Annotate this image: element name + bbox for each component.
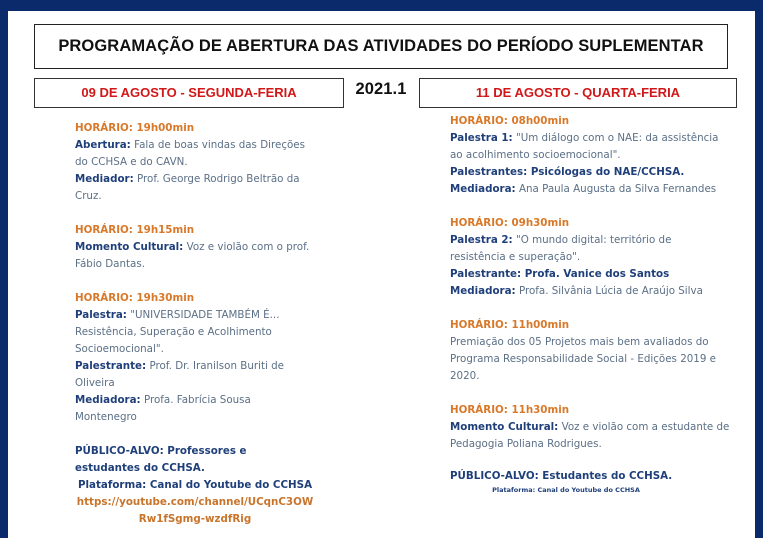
item-text: Ana Paula Augusta da Silva Fernandes	[515, 183, 717, 195]
item-text: Profa. Silvânia Lúcia de Araújo Silva	[515, 285, 703, 297]
item-text: Prof. Dr. Iranilson Buriti de Oliveira	[75, 360, 284, 389]
schedule-time: HORÁRIO: 09h30min	[450, 217, 570, 229]
schedule-item: Palestrante: Profa. Vanice dos Santos	[450, 268, 670, 280]
schedule-time: HORÁRIO: 19h15min	[75, 224, 195, 236]
schedule-sheet	[8, 11, 755, 538]
item-label: Momento Cultural:	[450, 421, 559, 433]
day2-header: 11 DE AGOSTO - QUARTA-FERIA	[419, 78, 737, 108]
schedule-time: HORÁRIO: 08h00min	[450, 115, 570, 127]
day1-header: 09 DE AGOSTO - SEGUNDA-FERIA	[34, 78, 344, 108]
item-text: Prof. George Rodrigo Beltrão da Cruz.	[75, 173, 300, 202]
schedule-item: Premiação dos 05 Projetos mais bem avaliados do Programa Responsabilidade Social - Edições 2019 e 2020.	[450, 336, 717, 382]
item-label: Abertura:	[75, 139, 131, 151]
schedule-item	[450, 130, 730, 164]
item-label: Palestra 1:	[450, 132, 513, 144]
item-text: Profa. Fabrícia Sousa Montenegro	[75, 394, 251, 423]
item-text: Voz e violão com o prof. Fábio Dantas.	[75, 241, 310, 270]
item-label: Palestra:	[75, 309, 127, 321]
item-label: Mediador:	[75, 173, 134, 185]
item-label: Palestra 2:	[450, 234, 513, 246]
schedule-item	[75, 137, 315, 171]
schedule-item	[75, 239, 315, 273]
item-text: Fala de boas vindas das Direções do CCHSA e do CAVN.	[75, 139, 305, 168]
audience-label: PÚBLICO-ALVO:	[450, 470, 539, 482]
audience-line	[450, 468, 730, 485]
day1-column	[75, 120, 315, 528]
schedule-item: Palestrantes: Psicólogas do NAE/CCHSA.	[450, 166, 685, 178]
item-label: Momento Cultural:	[75, 241, 184, 253]
schedule-item	[450, 419, 730, 453]
item-text: "Um diálogo com o NAE: da assistência ao acolhimento socioemocional".	[450, 132, 719, 161]
item-text: Voz e violão com a estudante de Pedagogia Poliana Rodrigues.	[450, 421, 730, 450]
audience-text: Estudantes do CCHSA.	[538, 470, 673, 482]
item-label: Mediadora:	[450, 183, 516, 195]
channel-link[interactable]: https://youtube.com/channel/UCqnC3OWRw1fSgmg-wzdfRig	[76, 496, 314, 525]
schedule-item	[450, 232, 730, 266]
item-label: Palestrante:	[75, 360, 147, 372]
schedule-item	[450, 181, 730, 198]
schedule-time: HORÁRIO: 11h30min	[450, 404, 570, 416]
item-label: Mediadora:	[75, 394, 141, 406]
schedule-item	[75, 358, 315, 392]
item-label: Mediadora:	[450, 285, 516, 297]
schedule-item	[75, 307, 315, 358]
day2-column	[450, 113, 730, 495]
item-text: "O mundo digital: território de resistência e superação".	[450, 234, 672, 263]
platform-text: Plataforma: Canal do Youtube do CCHSA	[77, 479, 313, 491]
schedule-item	[450, 283, 730, 300]
audience-label: PÚBLICO-ALVO:	[75, 445, 164, 457]
page-title: PROGRAMAÇÃO DE ABERTURA DAS ATIVIDADES DO PERÍODO SUPLEMENTAR 2021.1	[34, 24, 728, 69]
schedule-time: HORÁRIO: 11h00min	[450, 319, 570, 331]
schedule-item	[75, 392, 315, 426]
schedule-time: HORÁRIO: 19h00min	[75, 122, 195, 134]
schedule-time: HORÁRIO: 19h30min	[75, 292, 195, 304]
audience-text: Professores e estudantes do CCHSA.	[75, 445, 247, 474]
schedule-item	[75, 171, 315, 205]
item-text: "UNIVERSIDADE TAMBÉM É... Resistência, Superação e Acolhimento Socioemocional".	[75, 309, 280, 355]
platform-text: Plataforma: Canal do Youtube do CCHSA	[492, 486, 640, 494]
audience-line	[75, 443, 315, 477]
